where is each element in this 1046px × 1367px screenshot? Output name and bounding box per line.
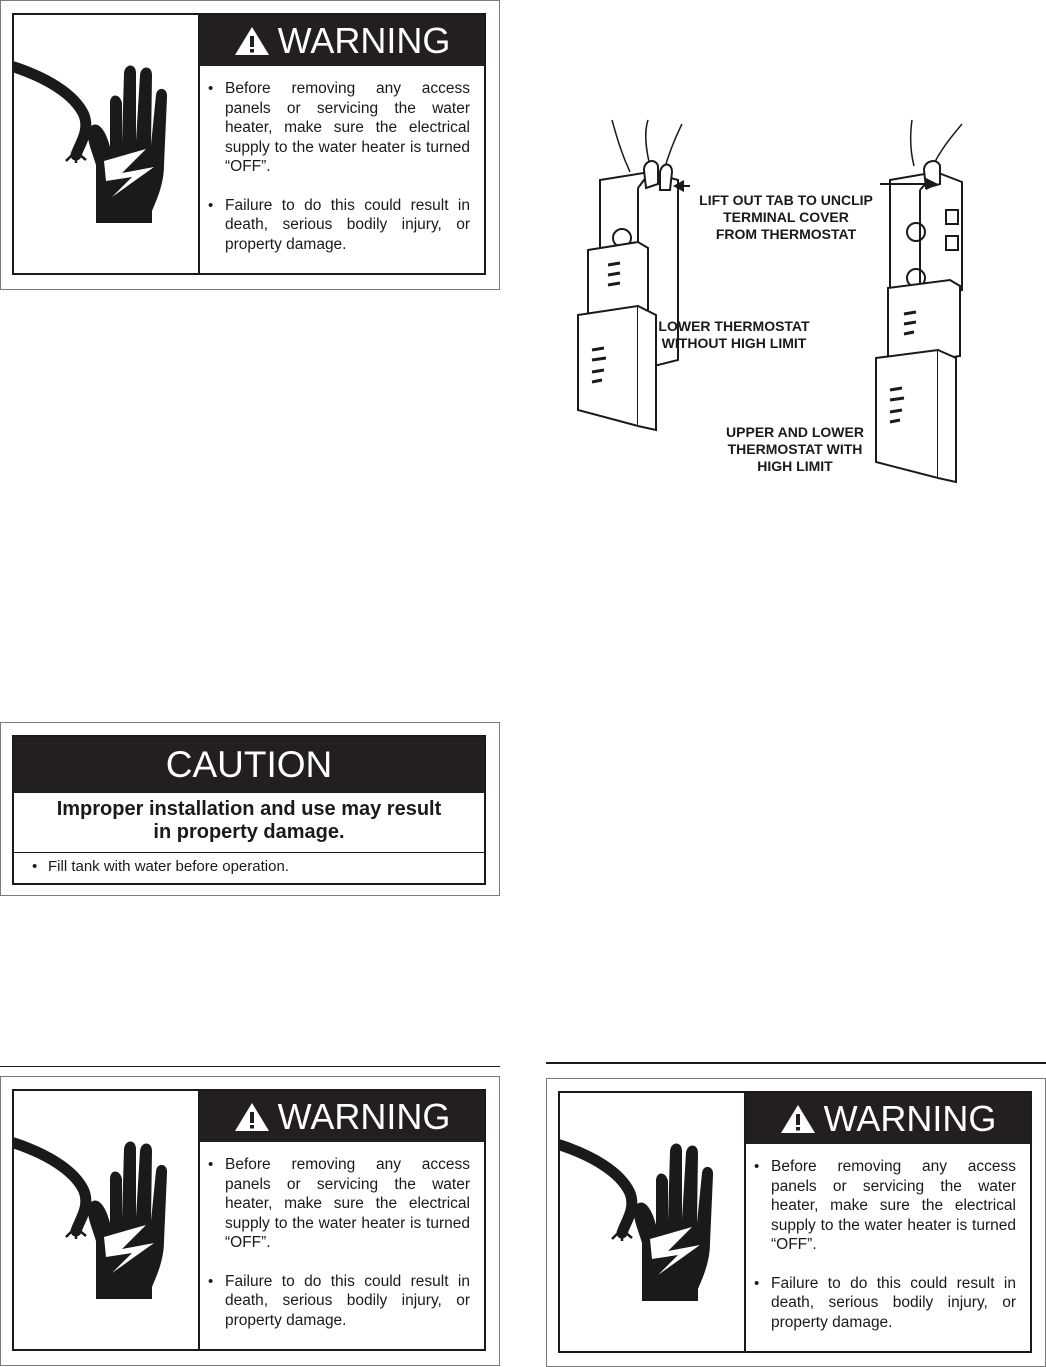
warning-label: [12, 1089, 486, 1351]
caution-bullet: • Fill tank with water before operation.: [14, 853, 484, 875]
caution-subheader-line2: in property damage.: [153, 821, 345, 843]
warning-bullet-consequence: • Failure to do this could result in death, serious bodily injury, or property damage.: [754, 1274, 1016, 1333]
callout-lift-tab-line2: TERMINAL COVER: [723, 209, 849, 225]
warning-bullet-consequence: • Failure to do this could result in death, serious bodily injury, or property damage.: [208, 196, 470, 255]
electrical-shock-hand-icon: [560, 1093, 746, 1351]
warning-triangle-icon: [234, 1102, 270, 1132]
electrical-shock-hand-icon: [14, 1091, 200, 1349]
callout-lift-tab-line1: LIFT OUT TAB TO UNCLIP: [699, 192, 873, 208]
warning-label: [558, 1091, 1032, 1353]
warning-panel-bottom-right: [546, 1078, 1046, 1367]
caution-label: [12, 735, 486, 885]
warning-panel-top: [0, 0, 500, 290]
caution-panel: [0, 722, 500, 896]
callout-lower-line2: WITHOUT HIGH LIMIT: [661, 335, 807, 351]
caution-subheader: [14, 793, 484, 853]
warning-header: [746, 1093, 1030, 1144]
callout-lower-thermostat: [646, 318, 822, 352]
section-divider-left: [0, 1066, 500, 1067]
warning-panel-bottom-left: [0, 1076, 500, 1366]
caution-subheader-line1: Improper installation and use may result: [56, 798, 442, 820]
warning-header-text: WARNING: [277, 1095, 451, 1137]
warning-header: [200, 15, 484, 66]
callout-upper-line1: UPPER AND LOWER: [726, 424, 864, 440]
warning-header-text: WARNING: [277, 19, 451, 61]
callout-lower-line1: LOWER THERMOSTAT: [658, 318, 810, 334]
warning-bullet-power-off: • Before removing any access panels or servicing the water heater, make sure the electrical supply to the water heater is turned “OFF”.: [754, 1157, 1016, 1255]
callout-upper-line2: THERMOSTAT WITH: [727, 441, 863, 457]
warning-label: [12, 13, 486, 275]
callout-lift-tab: [680, 192, 892, 243]
electrical-shock-hand-icon: [14, 15, 200, 273]
caution-header: CAUTION: [14, 737, 484, 793]
warning-triangle-icon: [780, 1104, 816, 1134]
callout-upper-line3: HIGH LIMIT: [757, 458, 833, 474]
warning-header: [200, 1091, 484, 1142]
section-divider-right: [546, 1062, 1046, 1064]
callout-upper-lower-thermostat: [712, 424, 878, 475]
warning-bullet-power-off: • Before removing any access panels or servicing the water heater, make sure the electrical supply to the water heater is turned “OFF”.: [208, 79, 470, 177]
warning-bullet-consequence: • Failure to do this could result in death, serious bodily injury, or property damage.: [208, 1272, 470, 1331]
warning-triangle-icon: [234, 26, 270, 56]
warning-header-text: WARNING: [823, 1097, 997, 1139]
warning-bullet-power-off: • Before removing any access panels or servicing the water heater, make sure the electrical supply to the water heater is turned “OFF”.: [208, 1155, 470, 1253]
thermostat-diagram: [560, 110, 1020, 490]
callout-lift-tab-line3: FROM THERMOSTAT: [715, 226, 857, 242]
